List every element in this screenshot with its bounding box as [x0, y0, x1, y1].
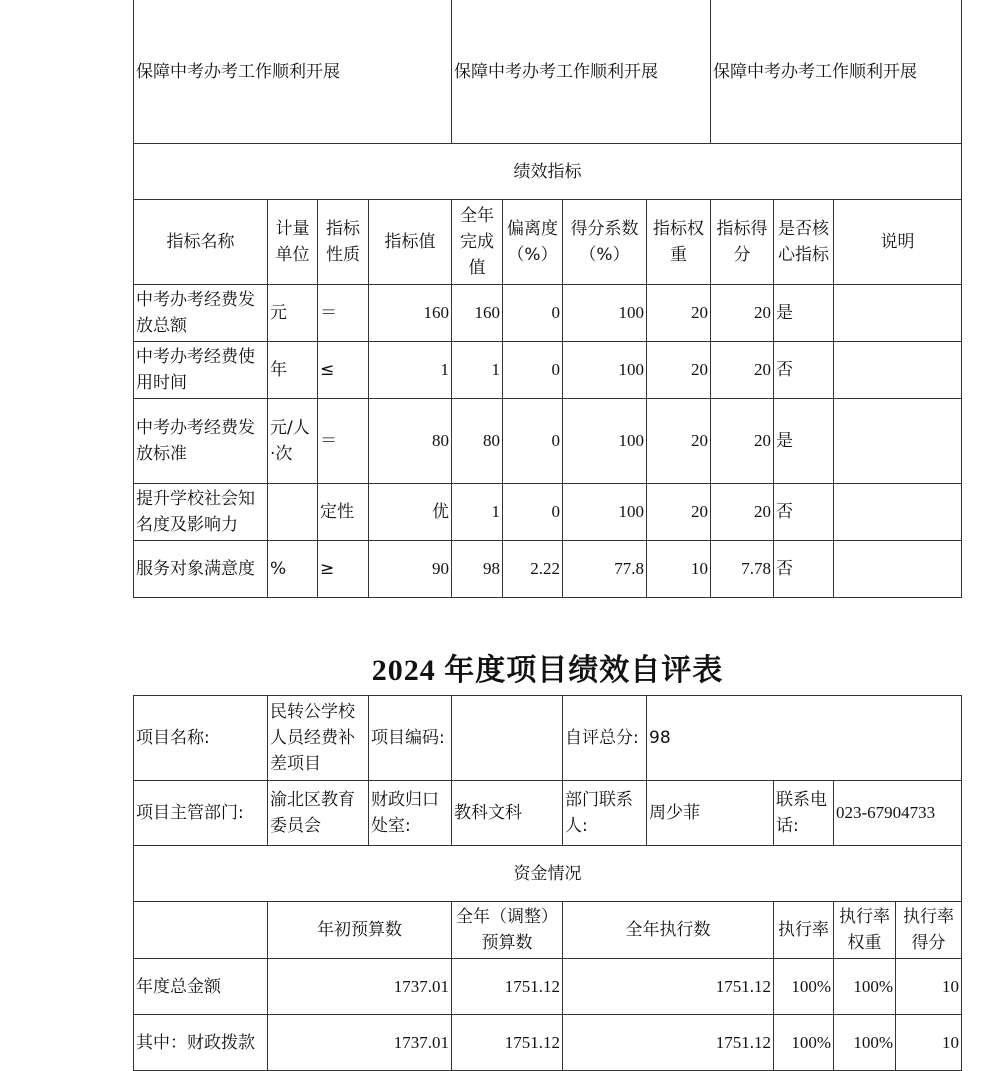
- indicator-coef: 100: [563, 342, 647, 399]
- document-title: 2024 年度项目绩效自评表: [371, 654, 724, 687]
- indicator-target: 优: [369, 484, 452, 541]
- indicator-note: [834, 399, 962, 484]
- indicator-weight: 20: [647, 285, 711, 342]
- self-score-label: 自评总分:: [563, 696, 647, 781]
- funds-header-cell: 执行率: [774, 902, 834, 959]
- project-code-value: [452, 696, 563, 781]
- contact-value: 周少菲: [647, 781, 774, 846]
- section-title-funds: 资金情况: [134, 846, 962, 902]
- table-row: [134, 541, 962, 598]
- indicator-nature: ≤: [318, 342, 369, 399]
- indicator-note: [834, 285, 962, 342]
- indicator-name: 中考办考经费使用时间: [134, 342, 268, 399]
- funds-executed: 1751.12: [563, 1015, 774, 1071]
- indicator-score: 20: [711, 399, 774, 484]
- self-score-value: 98: [647, 696, 962, 781]
- funds-row-label: 年度总金额: [134, 959, 268, 1015]
- indicator-core: 是: [774, 285, 834, 342]
- funds-header-cell: 执行率权重: [834, 902, 896, 959]
- funds-executed: 1751.12: [563, 959, 774, 1015]
- indicator-note: [834, 484, 962, 541]
- finance-office-label: 财政归口处室:: [369, 781, 452, 846]
- header-cell: 指标名称: [134, 200, 268, 285]
- indicator-actual: 1: [452, 342, 503, 399]
- project-info-row: [134, 696, 962, 781]
- funds-weight: 100%: [834, 1015, 896, 1071]
- project-name-value: 民转公学校人员经费补差项目: [268, 696, 369, 781]
- indicator-score: 20: [711, 484, 774, 541]
- funds-header-cell: 执行率得分: [896, 902, 962, 959]
- indicator-deviation: 0: [503, 342, 563, 399]
- indicator-nature: ≥: [318, 541, 369, 598]
- indicator-deviation: 2.22: [503, 541, 563, 598]
- indicator-unit: 元/人·次: [268, 399, 318, 484]
- table-row: [134, 285, 962, 342]
- dept-value: 渝北区教育委员会: [268, 781, 369, 846]
- header-cell: 指标权重: [647, 200, 711, 285]
- finance-office-value: 教科文科: [452, 781, 563, 846]
- dept-info-row: [134, 781, 962, 846]
- objective-row: [134, 0, 962, 144]
- indicator-deviation: 0: [503, 484, 563, 541]
- table-row: [134, 959, 962, 1015]
- indicator-coef: 77.8: [563, 541, 647, 598]
- project-code-label: 项目编码:: [369, 696, 452, 781]
- indicator-score: 7.78: [711, 541, 774, 598]
- header-cell: 得分系数（%）: [563, 200, 647, 285]
- indicator-actual: 160: [452, 285, 503, 342]
- objective-cell-1: 保障中考办考工作顺利开展: [134, 0, 452, 144]
- project-name-label: 项目名称:: [134, 696, 268, 781]
- indicator-unit: 元: [268, 285, 318, 342]
- funds-rate: 100%: [774, 959, 834, 1015]
- table-row: [134, 399, 962, 484]
- funds-header-row: [134, 902, 962, 959]
- funds-header-cell: 年初预算数: [268, 902, 452, 959]
- indicator-name: 提升学校社会知名度及影响力: [134, 484, 268, 541]
- indicator-weight: 20: [647, 484, 711, 541]
- indicator-weight: 10: [647, 541, 711, 598]
- indicator-coef: 100: [563, 399, 647, 484]
- indicator-note: [834, 342, 962, 399]
- funds-adjusted: 1751.12: [452, 1015, 563, 1071]
- objective-cell-2: 保障中考办考工作顺利开展: [452, 0, 711, 144]
- objective-cell-3: 保障中考办考工作顺利开展: [711, 0, 962, 144]
- indicator-header-row: [134, 200, 962, 285]
- indicator-weight: 20: [647, 342, 711, 399]
- indicator-name: 中考办考经费发放标准: [134, 399, 268, 484]
- indicator-target: 80: [369, 399, 452, 484]
- indicator-name: 服务对象满意度: [134, 541, 268, 598]
- indicator-deviation: 0: [503, 285, 563, 342]
- table-row: [134, 1015, 962, 1071]
- indicator-core: 否: [774, 541, 834, 598]
- header-cell: 指标得分: [711, 200, 774, 285]
- header-cell: 偏离度（%）: [503, 200, 563, 285]
- indicator-coef: 100: [563, 484, 647, 541]
- indicator-nature: 定性: [318, 484, 369, 541]
- header-cell: 计量单位: [268, 200, 318, 285]
- section-title-performance: 绩效指标: [134, 144, 962, 200]
- indicator-target: 1: [369, 342, 452, 399]
- funds-initial: 1737.01: [268, 1015, 452, 1071]
- indicator-deviation: 0: [503, 399, 563, 484]
- indicator-nature: ＝: [318, 399, 369, 484]
- indicator-target: 160: [369, 285, 452, 342]
- funds-header-cell: [134, 902, 268, 959]
- table-row: [134, 484, 962, 541]
- funds-header-cell: 全年（调整）预算数: [452, 902, 563, 959]
- indicator-note: [834, 541, 962, 598]
- funds-score: 10: [896, 1015, 962, 1071]
- indicator-unit: 年: [268, 342, 318, 399]
- performance-indicator-table: [133, 0, 962, 598]
- funds-initial: 1737.01: [268, 959, 452, 1015]
- dept-label: 项目主管部门:: [134, 781, 268, 846]
- header-cell: 全年完成值: [452, 200, 503, 285]
- indicator-core: 否: [774, 484, 834, 541]
- header-cell: 指标值: [369, 200, 452, 285]
- phone-value: 023-67904733: [834, 781, 962, 846]
- indicator-weight: 20: [647, 399, 711, 484]
- self-evaluation-table: [133, 695, 962, 1071]
- table-row: [134, 342, 962, 399]
- header-cell: 是否核心指标: [774, 200, 834, 285]
- indicator-actual: 80: [452, 399, 503, 484]
- funds-header-cell: 全年执行数: [563, 902, 774, 959]
- indicator-score: 20: [711, 285, 774, 342]
- funds-row-label: 其中：财政拨款: [134, 1015, 268, 1071]
- header-cell: 说明: [834, 200, 962, 285]
- funds-rate: 100%: [774, 1015, 834, 1071]
- indicator-target: 90: [369, 541, 452, 598]
- funds-adjusted: 1751.12: [452, 959, 563, 1015]
- indicator-nature: ＝: [318, 285, 369, 342]
- indicator-name: 中考办考经费发放总额: [134, 285, 268, 342]
- indicator-unit: [268, 484, 318, 541]
- phone-label: 联系电话:: [774, 781, 834, 846]
- contact-label: 部门联系人:: [563, 781, 647, 846]
- indicator-score: 20: [711, 342, 774, 399]
- indicator-core: 否: [774, 342, 834, 399]
- indicator-actual: 98: [452, 541, 503, 598]
- header-cell: 指标性质: [318, 200, 369, 285]
- indicator-actual: 1: [452, 484, 503, 541]
- funds-weight: 100%: [834, 959, 896, 1015]
- funds-score: 10: [896, 959, 962, 1015]
- indicator-coef: 100: [563, 285, 647, 342]
- indicator-core: 是: [774, 399, 834, 484]
- indicator-unit: %: [268, 541, 318, 598]
